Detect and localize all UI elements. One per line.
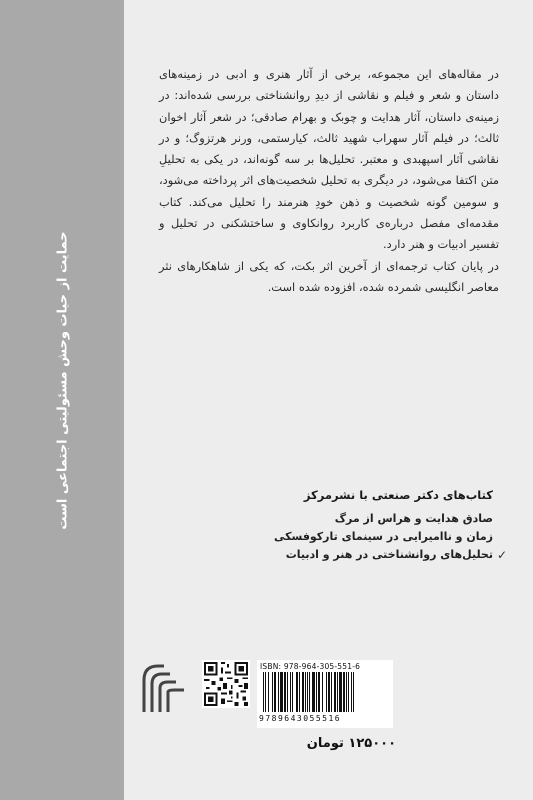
publisher-logo-icon: [140, 662, 188, 714]
barcode: [257, 660, 393, 728]
spine-slogan-text: حمایت از حیات وحش مسئولیتی اجتماعی است: [55, 230, 71, 530]
barcode-bars: [263, 672, 387, 712]
blurb-paragraph: در پایان کتاب ترجمه‌ای از آخرین اثر بکت، که یکی از شاهکارهای نثر معاصر انگلیسی شمرده شده، افزوده شده است.: [159, 258, 499, 294]
back-cover-spine-panel: [0, 0, 124, 800]
book-item-current: [173, 546, 507, 564]
price: ۱۲۵۰۰۰ تومان: [306, 736, 396, 751]
blurb-text: [159, 64, 499, 298]
book-item: صادق هدایت و هراس از مرگ: [334, 512, 493, 525]
blurb-paragraph: در مقاله‌های این مجموعه، برخی از آثار هنری و ادبی در زمینه‌های داستان و شعر و فیلم و نقاشی از دیدِ روانشناختی بررسی شده‌اند: در زمینه‌ی داستان، آثار هدایت و چوبک و بهرام صادقی؛ در شعر آثار اخوان ثالث؛ در فیلم آثار سهراب شهید ثالث، کیارستمی، ورنر هرتزوگ؛ و در نقاشی آثار اسپهبدی و معتبر. تحلیل‌ها بر سه گونه‌اند، در یکی به تحلیلِ متن اکتفا می‌شود، در دیگری به تحلیل شخصیت‌های اثر پرداخته می‌شود، و سومین گونه شخصیت و ذهن خودِ هنرمند را تحلیل می‌کند. کتاب مقدمه‌ای مفصل درباره‌ی کاربرد روانکاوی و ساختشکنی در تحلیل و تفسیر ادبیات و هنر دارد.: [159, 67, 499, 252]
author-books-list: [173, 488, 507, 564]
book-item-label: تحلیل‌های روانشناختی در هنر و ادبیات: [285, 548, 493, 561]
spine-slogan: [48, 110, 78, 650]
books-list-title: کتاب‌های دکتر صنعتی با نشرمرکز: [303, 488, 493, 502]
isbn-text: ISBN: 978-964-305-551-6: [260, 662, 361, 671]
book-item: زمان و ناامیرایی در سینمای تارکوفسکی: [273, 530, 493, 543]
qr-code: [202, 660, 250, 708]
barcode-digits: 9789643055516: [259, 714, 342, 723]
check-icon: ✓: [496, 548, 507, 562]
